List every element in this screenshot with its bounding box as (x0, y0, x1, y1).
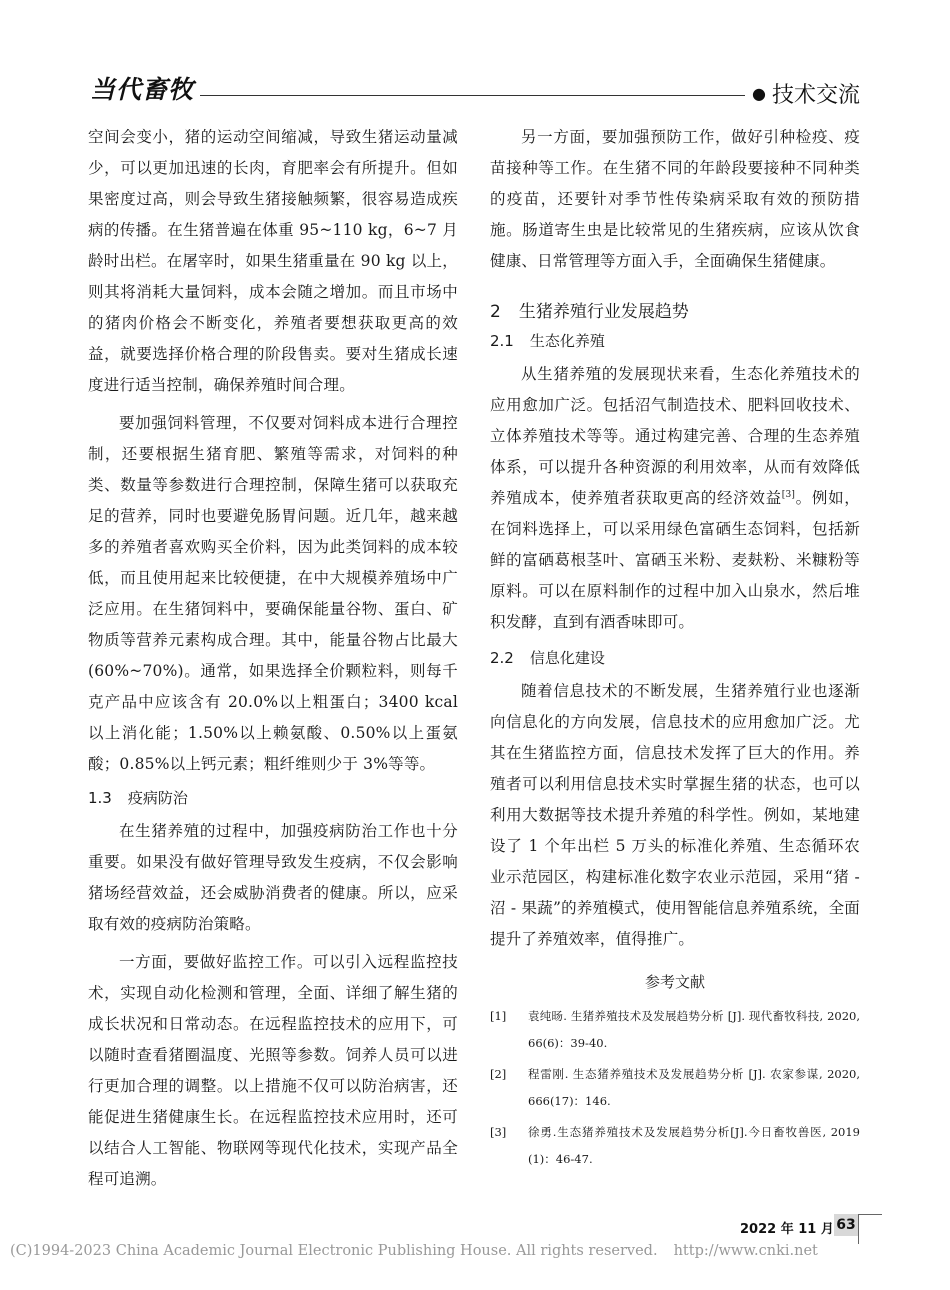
paragraph: 在生猪养殖的过程中，加强疫病防治工作也十分重要。如果没有做好管理导致发生疫病，不仅会影响猪场经营效益，还会威胁消费者的健康。所以，应采取有效的疫病防治策略。 (88, 822, 458, 933)
subsection-heading-2-2 (490, 644, 860, 672)
citation-link[interactable]: [3] (781, 489, 796, 500)
reference-item (490, 1061, 860, 1115)
subsection-title: 生态化养殖 (529, 332, 605, 350)
paragraph: 一方面，要做好监控工作。可以引入远程监控技术，实现自动化检测和管理，全面、详细了解生猪的成长状况和日常动态。在远程监控技术的应用下，可以随时查看猪圈温度、光照等参数。饲养人员可以进行更加合理的调整。以上措施不仅可以防治病害，还能促进生猪健康生长。在远程监控技术应用时，还可以结合人工智能、物联网等现代化技术，实现产品全程可追溯。 (88, 953, 458, 1188)
journal-logo: 当代畜牧 (90, 75, 195, 104)
paragraph: 另一方面，要加强预防工作，做好引种检疫、疫苗接种等工作。在生猪不同的年龄段要接种不同种类的疫苗，还要针对季节性传染病采取有效的预防措施。肠道寄生虫是比较常见的生猪疾病，应该从饮食健康、日常管理等方面入手，全面确保生猪健康。 (490, 128, 860, 270)
page-number: 63 (834, 1214, 858, 1236)
paragraph (490, 359, 860, 638)
paragraph: 随着信息技术的不断发展，生猪养殖行业也逐渐向信息化的方向发展，信息技术的应用愈加广泛。尤其在生猪监控方面，信息技术发挥了巨大的作用。养殖者可以利用信息技术实时掌握生猪的状态，也可以利用大数据等技术提升养殖的科学性。例如，某地建设了 1 个年出栏 5 万头的标准化养殖、生态循环农业示范园区，构建标准化数字农业示范园，采用“猪 - 沼 - 果蔬”的养殖模式，使用智能信息养殖系统，全面提升了养殖效率，值得推广。 (490, 682, 860, 948)
reference-text: 袁纯旸. 生猪养殖技术及发展趋势分析 [J]. 现代畜牧科技, 2020, 66(6)：39-40. (528, 1009, 860, 1050)
reference-number: [2] (490, 1067, 507, 1081)
reference-number: [3] (490, 1125, 507, 1139)
page-header (0, 0, 950, 120)
section-tag-label: 技术交流 (771, 83, 860, 108)
cnki-link[interactable]: http://www.cnki.net (673, 1243, 818, 1259)
subsection-number: 2.1 (490, 332, 514, 350)
paragraph-text: 从生猪养殖的发展现状来看，生态化养殖技术的应用愈加广泛。包括沼气制造技术、肥料回收技术、立体养殖技术等等。通过构建完善、合理的生态养殖体系，可以提升各种资源的利用效率，从而有效降低养殖成本，使养殖者获取更高的经济效益 (490, 365, 860, 507)
reference-list (490, 1003, 860, 1173)
paragraph: 空间会变小，猪的运动空间缩减，导致生猪运动量减少，可以更加迅速的长肉，育肥率会有所提升。但如果密度过高，则会导致生猪接触频繁，很容易造成疾病的传播。在生猪普遍在体重 95~110 kg，6~7 月龄时出栏。在屠宰时，如果生猪重量在 90 kg 以上，则其将消耗大量饲料，成本会随之增加。而且市场中的猪肉价格会不断变化，养殖者要想获取更高的效益，就要选择价格合理的阶段售卖。要对生猪成长速度进行适当控制，确保养殖时间合理。 (88, 128, 458, 394)
references-heading: 参考文献 (644, 973, 705, 991)
paragraph: 要加强饲料管理，不仅要对饲料成本进行合理控制，还要根据生猪育肥、繁殖等需求，对饲料的种类、数量等参数进行合理控制，保障生猪可以获取充足的营养，同时也要避免肠胃问题。近几年，越来越多的养殖者喜欢购买全价料，因为此类饲料的成本较低，而且使用起来比较便捷，在中大规模养殖场中广泛应用。在生猪饲料中，要确保能量谷物、蛋白、矿物质等营养元素构成合理。其中，能量谷物占比最大(60%~70%)。通常，如果选择全价颗粒料，则每千克产品中应该含有 20.0%以上粗蛋白；3400 kcal 以上消化能；1.50%以上赖氨酸、0.50%以上蛋氨酸；0.85%以上钙元素；粗纤维则少于 3%等等。 (88, 414, 458, 773)
subsection-heading-2-1 (490, 327, 860, 355)
issue-date: 2022 年 11 月 (740, 1222, 834, 1237)
bullet-icon: ● (752, 84, 766, 103)
reference-item (490, 1119, 860, 1173)
header-rule (200, 95, 745, 96)
reference-item (490, 1003, 860, 1057)
subsection-number: 1.3 (88, 789, 112, 807)
reference-text: 徐勇.生态猪养殖技术及发展趋势分析[J].今日畜牧兽医, 2019 (1)：46-47. (528, 1125, 860, 1166)
copyright-notice (10, 1243, 940, 1259)
subsection-heading-1-3 (88, 784, 458, 812)
copyright-text: (C)1994-2023 China Academic Journal Electronic Publishing House. All rights reserved. (10, 1243, 658, 1259)
subsection-title: 疫病防治 (127, 789, 188, 807)
footer-rule (858, 1214, 882, 1215)
section-tag (752, 78, 860, 114)
section-heading-2 (490, 297, 860, 327)
paragraph-text: 。例如，在饲料选择上，可以采用绿色富硒生态饲料，包括新鲜的富硒葛根茎叶、富硒玉米粉、麦麸粉、米糠粉等原料。可以在原料制作的过程中加入山泉水，然后堆积发酵，直到有酒香味即可。 (490, 489, 860, 631)
reference-text: 程雷刚. 生态猪养殖技术及发展趋势分析 [J]. 农家参谋, 2020, 666(17)：146. (528, 1067, 860, 1108)
subsection-number: 2.2 (490, 649, 514, 667)
section-number: 2 (490, 302, 501, 322)
subsection-title: 信息化建设 (529, 649, 605, 667)
right-column (490, 122, 860, 1177)
footer-rule (858, 1214, 859, 1244)
reference-number: [1] (490, 1009, 507, 1023)
left-column (88, 122, 458, 1195)
section-title: 生猪养殖行业发展趋势 (518, 302, 689, 322)
